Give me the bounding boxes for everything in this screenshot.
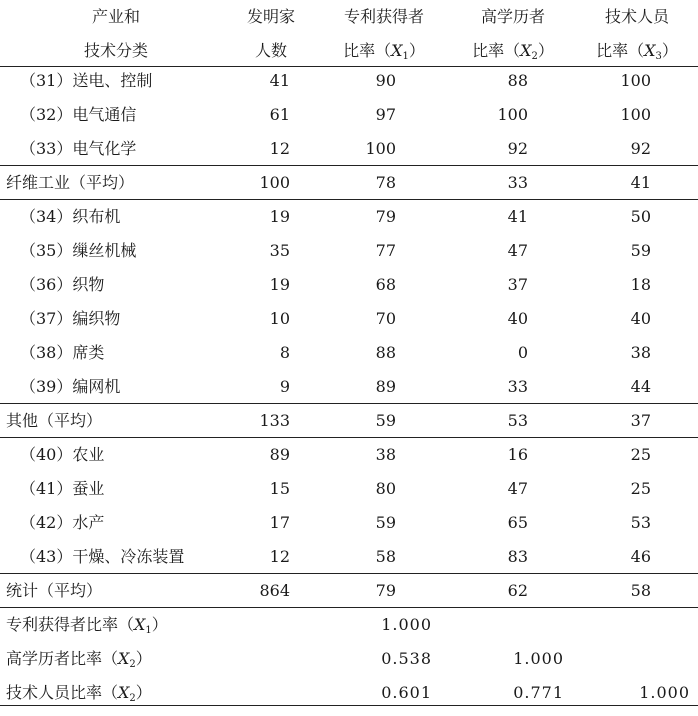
header-col2-line2: 人数 bbox=[254, 41, 287, 60]
row-label: （31）送电、控制 bbox=[20, 71, 153, 90]
header-var-sub: 3 bbox=[655, 51, 662, 62]
header-var: X bbox=[391, 41, 403, 60]
row-value: 92 bbox=[630, 139, 651, 158]
row-value: 89 bbox=[269, 445, 290, 464]
corr-label: 高学历者比率$(X_2)$ bbox=[6, 649, 152, 670]
row-value: 50 bbox=[630, 207, 651, 226]
row-value: 18 bbox=[630, 275, 651, 294]
row-value: 47 bbox=[507, 479, 528, 498]
row-value: 58 bbox=[375, 547, 396, 566]
corr-label: 专利获得者比率$(X_1)$ bbox=[6, 615, 168, 636]
row-value: 33 bbox=[507, 173, 528, 192]
corr-value: 1.000 bbox=[513, 649, 564, 668]
header-col2-line1: 发明家 bbox=[246, 7, 295, 26]
row-value: 37 bbox=[507, 275, 528, 294]
row-label: （40）农业 bbox=[20, 445, 105, 464]
row-value: 62 bbox=[507, 581, 528, 600]
row-label: （35）缫丝机械 bbox=[20, 241, 137, 260]
row-label: （36）织物 bbox=[20, 275, 105, 294]
row-value: 89 bbox=[375, 377, 396, 396]
header-col3-line1: 专利获得者 bbox=[343, 7, 424, 26]
header-col1-line2: 技术分类 bbox=[83, 41, 148, 60]
corr-value: 1.000 bbox=[381, 615, 432, 634]
row-value: 100 bbox=[620, 71, 651, 90]
row-label: （39）编网机 bbox=[20, 377, 121, 396]
row-value: 15 bbox=[269, 479, 290, 498]
row-value: 100 bbox=[259, 173, 290, 192]
corr-var-sub: 2 bbox=[129, 693, 136, 704]
row-value: 19 bbox=[269, 275, 290, 294]
row-value: 78 bbox=[375, 173, 396, 192]
row-value: 133 bbox=[259, 411, 290, 430]
row-value: 41 bbox=[507, 207, 528, 226]
row-value: 35 bbox=[269, 241, 290, 260]
row-value: 25 bbox=[630, 479, 651, 498]
row-value: 83 bbox=[507, 547, 528, 566]
row-value: 59 bbox=[375, 411, 396, 430]
row-value: 17 bbox=[269, 513, 290, 532]
row-value: 40 bbox=[507, 309, 528, 328]
corr-var: X bbox=[118, 649, 130, 668]
row-value: 53 bbox=[630, 513, 651, 532]
row-value: 864 bbox=[259, 581, 290, 600]
corr-value: 0.771 bbox=[513, 683, 564, 702]
header-var: X bbox=[520, 41, 532, 60]
row-value: 88 bbox=[507, 71, 528, 90]
corr-var-sub: 1 bbox=[145, 625, 152, 636]
row-value: 68 bbox=[375, 275, 396, 294]
row-label: 其他（平均） bbox=[6, 411, 103, 430]
row-value: 100 bbox=[365, 139, 396, 158]
row-label: （37）编织物 bbox=[20, 309, 121, 328]
row-label: （32）电气通信 bbox=[20, 105, 137, 124]
row-value: 41 bbox=[630, 173, 651, 192]
row-value: 100 bbox=[497, 105, 528, 124]
header-col5-line2: 比率$(X_3)$ bbox=[596, 41, 678, 62]
corr-value: 1.000 bbox=[639, 683, 690, 702]
row-value: 19 bbox=[269, 207, 290, 226]
row-label: （33）电气化学 bbox=[20, 139, 137, 158]
row-value: 33 bbox=[507, 377, 528, 396]
header-var-sub: 2 bbox=[531, 51, 538, 62]
corr-value: 0.601 bbox=[381, 683, 432, 702]
header-col1-line1: 产业和 bbox=[91, 7, 140, 26]
row-value: 16 bbox=[507, 445, 528, 464]
row-label: （42）水产 bbox=[20, 513, 105, 532]
row-value: 59 bbox=[375, 513, 396, 532]
row-value: 65 bbox=[507, 513, 528, 532]
row-value: 79 bbox=[375, 581, 396, 600]
row-value: 38 bbox=[375, 445, 396, 464]
row-value: 47 bbox=[507, 241, 528, 260]
row-label: （34）织布机 bbox=[20, 207, 121, 226]
row-value: 12 bbox=[269, 139, 290, 158]
row-value: 79 bbox=[375, 207, 396, 226]
row-label: 统计（平均） bbox=[6, 581, 103, 600]
row-value: 37 bbox=[630, 411, 651, 430]
row-value: 97 bbox=[375, 105, 396, 124]
header-col5-line1: 技术人员 bbox=[604, 7, 669, 26]
row-value: 40 bbox=[630, 309, 651, 328]
header-col4-line2: 比率$(X_2)$ bbox=[472, 41, 554, 62]
header-col4-line1: 高学历者 bbox=[480, 7, 545, 26]
row-value: 38 bbox=[630, 343, 651, 362]
row-value: 9 bbox=[279, 377, 290, 396]
row-value: 12 bbox=[269, 547, 290, 566]
corr-value: 0.538 bbox=[381, 649, 432, 668]
row-value: 59 bbox=[630, 241, 651, 260]
bottom-rule bbox=[0, 705, 698, 706]
row-value: 58 bbox=[630, 581, 651, 600]
corr-var-sub: 2 bbox=[129, 659, 136, 670]
row-value: 25 bbox=[630, 445, 651, 464]
row-value: 70 bbox=[375, 309, 396, 328]
row-value: 10 bbox=[269, 309, 290, 328]
corr-var: X bbox=[118, 683, 130, 702]
row-value: 77 bbox=[375, 241, 396, 260]
row-value: 88 bbox=[375, 343, 396, 362]
row-value: 46 bbox=[630, 547, 651, 566]
row-value: 8 bbox=[279, 343, 290, 362]
row-value: 0 bbox=[517, 343, 528, 362]
row-value: 41 bbox=[269, 71, 290, 90]
row-value: 90 bbox=[375, 71, 396, 90]
row-value: 100 bbox=[620, 105, 651, 124]
header-col3-line2: 比率$(X_1)$ bbox=[343, 41, 425, 62]
header-var-sub: 1 bbox=[402, 51, 409, 62]
row-label: （43）干燥、冷冻装置 bbox=[20, 547, 185, 566]
corr-label: 技术人员比率$(X_2)$ bbox=[6, 683, 152, 704]
row-value: 44 bbox=[630, 377, 651, 396]
row-value: 53 bbox=[507, 411, 528, 430]
row-value: 80 bbox=[375, 479, 396, 498]
row-label: 纤维工业（平均） bbox=[6, 173, 135, 192]
row-value: 61 bbox=[269, 105, 290, 124]
corr-var: X bbox=[134, 615, 146, 634]
header-var: X bbox=[644, 41, 656, 60]
row-label: （41）蚕业 bbox=[20, 479, 105, 498]
row-label: （38）席类 bbox=[20, 343, 105, 362]
row-value: 92 bbox=[507, 139, 528, 158]
